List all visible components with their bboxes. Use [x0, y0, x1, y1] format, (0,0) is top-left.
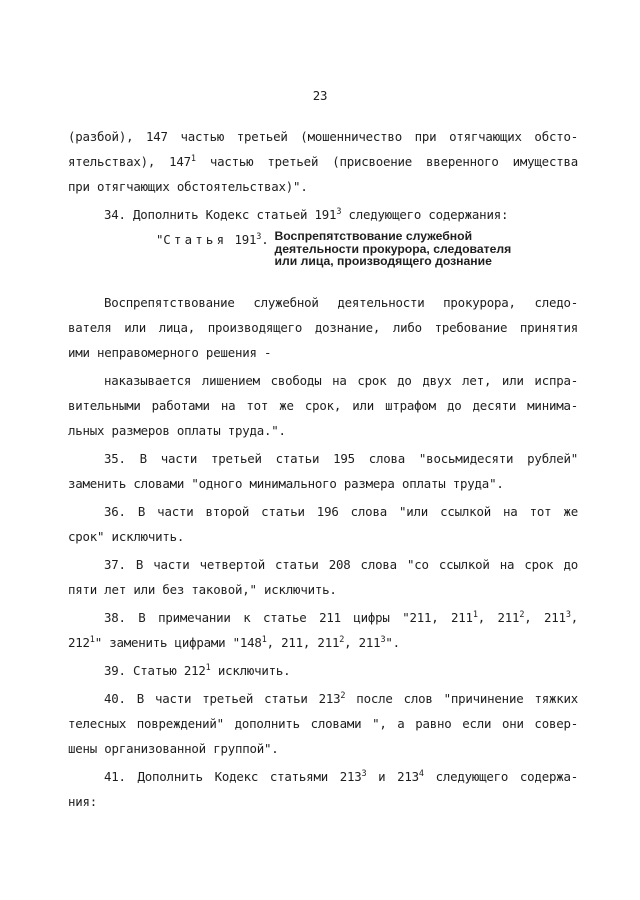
paragraph-40: 40. В части третьей статьи $213^2$ после слов "причинение тяжких: [104, 690, 579, 706]
text-line: при отягчающих обстоятельствах)".: [68, 179, 308, 194]
document-body: [68, 124, 578, 814]
article-title: Воспрепятствование служебной деятельности прокурора, следователя или лица, производящего дознание: [274, 229, 512, 268]
text-line: пяти лет или без таковой," исключить.: [68, 581, 337, 597]
paragraph-38: 38. В примечании к статье 211 цифры "211, $211^1$, $211^2$, $211^3$,: [104, 609, 578, 625]
paragraph-35: 35. В части третьей статьи 195 слова "восьмидесяти рублей": [104, 450, 578, 466]
page-number: 23: [312, 88, 328, 103]
paragraph-37: 37. В части четвертой статьи 208 слова "со ссылкой на срок до: [104, 556, 578, 572]
text-line: вительными работами на тот же срок, или штрафом до десяти минима-: [68, 397, 578, 413]
text-line: наказывается лишением свободы на срок до двух лет, или испра-: [104, 372, 578, 388]
article-label: "Статья $191^3$.: [156, 232, 269, 247]
text-line: Воспрепятствование служебной деятельности прокурора, следо-: [104, 294, 578, 310]
text-line: срок" исключить.: [68, 528, 185, 544]
paragraph-39: 39. Статью $212^1$ исключить.: [104, 662, 291, 678]
text-line: $212^1$" заменить цифрами "$148^1$, 211, $211^2$, $211^3$".: [68, 634, 400, 650]
text-line: телесных повреждений" дополнить словами ", а равно если они совер-: [68, 715, 578, 731]
text-line: шены организованной группой".: [68, 740, 279, 756]
text-line: ими неправомерного решения -: [68, 344, 272, 360]
text-line: (разбой), 147 частью третьей (мошенничество при отягчающих обсто-: [68, 129, 578, 144]
text-line: заменить словами "одного минимального размера оплаты труда".: [68, 475, 504, 491]
paragraph-34: 34. Дополнить Кодекс статьей $191^3$ следующего содержания:: [104, 207, 509, 222]
paragraph-41: 41. Дополнить Кодекс статьями $213^3$ и $213^4$ следующего содержа-: [104, 768, 578, 784]
article-heading: [68, 227, 578, 268]
text-line: ния:: [68, 793, 98, 809]
paragraph-36: 36. В части второй статьи 196 слова "или ссылкой на тот же: [104, 503, 578, 519]
text-line: вателя или лица, производящего дознание, либо требование принятия: [68, 319, 578, 335]
text-line: ятельствах), $147^1$ частью третьей (присвоение вверенного имущества: [68, 154, 578, 169]
text-line: льных размеров оплаты труда.".: [68, 422, 286, 438]
